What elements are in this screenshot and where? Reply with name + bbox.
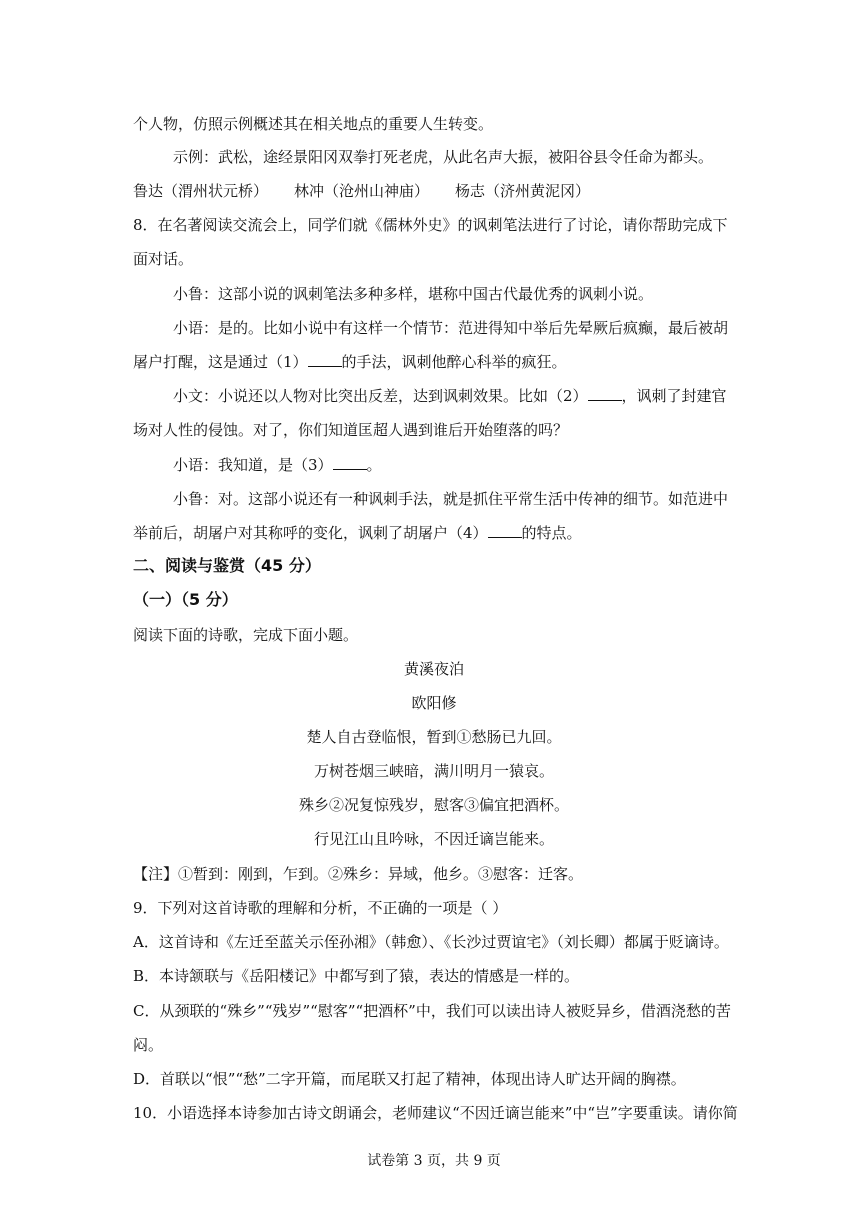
reading-instruction: 阅读下面的诗歌，完成下面小题。 — [133, 626, 359, 644]
dialogue-3a-pre: 小文：小说还以人物对比突出反差，达到讽刺效果。比如（2） — [173, 387, 588, 405]
dialogue-1: 小鲁：这部小说的讽刺笔法多种多样，堪称中国古代最优秀的讽刺小说。 — [173, 285, 654, 303]
subsection-heading: （一）（5 分） — [133, 590, 238, 609]
q9-stem: 9．下列对这首诗歌的理解和分析，不正确的一项是（ ） — [133, 899, 508, 917]
q9-option-a: A．这首诗和《左迁至蓝关示侄孙湘》（韩愈）、《长沙过贾谊宅》（刘长卿）都属于贬谪诗。 — [133, 933, 729, 951]
answer-blank-3 — [333, 455, 367, 470]
dialogue-5b — [133, 523, 582, 543]
poem-title: 黄溪夜泊 — [403, 660, 464, 678]
dialogue-5b-pre: 举前后，胡屠户对其称呼的变化，讽刺了胡屠户（4） — [133, 524, 488, 542]
poem-line-4: 行见江山且吟咏，不因迁谪岂能来。 — [313, 830, 554, 848]
q8-stem-line2: 面对话。 — [133, 250, 194, 268]
q10-stem: 10．小语选择本诗参加古诗文朗诵会，老师建议“不因迁谪岂能来”中“岂”字要重读。请你简 — [133, 1104, 738, 1122]
dialogue-3b: 场对人性的侵蚀。对了，你们知道匡超人遇到谁后开始堕落的吗？ — [133, 421, 569, 439]
dialogue-2b — [133, 352, 567, 372]
poem-note: 【注】①暂到：刚到，乍到。②殊乡：异域，他乡。③慰客：迁客。 — [133, 865, 584, 883]
poem-line-1: 楚人自古登临恨，暂到①愁肠已九回。 — [306, 728, 562, 746]
dialogue-3a — [173, 386, 727, 406]
answer-blank-1 — [308, 352, 342, 367]
dialogue-2b-pre: 屠户打醒，这是通过（1） — [133, 353, 308, 371]
dialogue-4-pre: 小语：我知道，是（3） — [173, 456, 333, 474]
dialogue-5b-post: 的特点。 — [521, 524, 582, 542]
q9-option-c-cont: 闷。 — [133, 1036, 164, 1054]
dialogue-4 — [173, 455, 382, 475]
dialogue-2a: 小语：是的。比如小说中有这样一个情节：范进得知中举后先晕厥后疯癫，最后被胡 — [173, 319, 729, 337]
q9-option-d: D．首联以“恨”“愁”二字开篇，而尾联又打起了精神，体现出诗人旷达开阔的胸襟。 — [133, 1070, 686, 1088]
poem-line-3: 殊乡②况复惊残岁，慰客③偏宜把酒杯。 — [298, 796, 569, 814]
character-yangzhi: 杨志（济州黄泥冈） — [455, 182, 591, 200]
dialogue-5a: 小鲁：对。这部小说还有一种讽刺手法，就是抓住平常生活中传神的细节。如范进中 — [173, 490, 729, 508]
character-luda: 鲁达（渭州状元桥） — [133, 182, 269, 200]
page-footer: 试卷第 3 页，共 9 页 — [367, 1153, 501, 1169]
answer-blank-4 — [488, 523, 522, 538]
example-line: 示例：武松，途经景阳冈双拳打死老虎，从此名声大振，被阳谷县令任命为都头。 — [173, 148, 714, 166]
q9-option-c: C．从颈联的“殊乡”“残岁”“慰客”“把酒杯”中，我们可以读出诗人被贬异乡，借酒浇愁的苦 — [133, 1002, 731, 1020]
poem-author: 欧阳修 — [411, 694, 457, 712]
q8-stem-line1: 8．在名著阅读交流会上，同学们就《儒林外史》的讽刺笔法进行了讨论，请你帮助完成下 — [133, 216, 728, 234]
dialogue-4-post: 。 — [366, 456, 382, 474]
q9-option-b: B．本诗颔联与《岳阳楼记》中都写到了猿，表达的情感是一样的。 — [133, 967, 580, 985]
character-linchong: 林冲（沧州山神庙） — [294, 182, 430, 200]
dialogue-2b-post: 的手法，讽刺他醉心科举的疯狂。 — [341, 353, 567, 371]
answer-blank-2 — [588, 386, 622, 401]
section-heading: 二、阅读与鉴赏（45 分） — [133, 556, 321, 575]
poem-line-2: 万树苍烟三峡暗，满川明月一猿哀。 — [313, 762, 554, 780]
intro-line: 个人物，仿照示例概述其在相关地点的重要人生转变。 — [133, 115, 494, 133]
dialogue-3a-post: ，讽刺了封建官 — [621, 387, 727, 405]
characters-line — [133, 181, 590, 201]
